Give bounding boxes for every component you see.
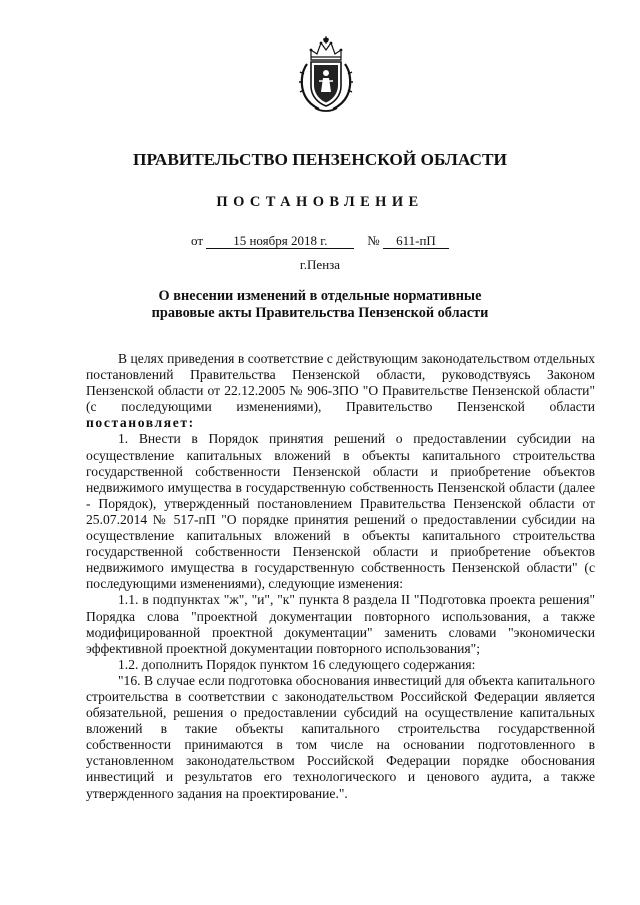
document-body: [86, 351, 595, 802]
item-1-2-paragraph: 1.2. дополнить Порядок пунктом 16 следующего содержания:: [118, 656, 476, 672]
document-type-title: ПОСТАНОВЛЕНИЕ: [216, 194, 424, 210]
date-prefix: от: [191, 233, 204, 248]
item-1-1-paragraph: 1.1. в подпунктах "ж", "и", "к" пункта 8 раздела II "Подготовка проекта решения" Порядка слова "проектной документации повторного использования, а также модифицированной проектной документации" заменить словами "экономически эффективной проектной документации повторного использования";: [86, 592, 595, 656]
coat-of-arms-emblem: [297, 34, 355, 114]
document-number: 611-пП: [383, 233, 449, 249]
intro-paragraph: [86, 351, 595, 431]
date-number-line: [0, 233, 640, 249]
document-date: 15 ноября 2018 г.: [206, 233, 354, 249]
coat-of-arms-icon: [297, 34, 355, 114]
resolves-keyword: постановляет:: [86, 415, 195, 431]
item-16-paragraph: "16. В случае если подготовка обоснования инвестиций для объекта капитального строительства в соответствии с законодательством Российской Федерации является обязательной, решения о предоставлении субсидий на осуществление капитальных вложений в такие объекты капитального строительства государственной собственности принимаются в том числе на основании подготовленного в установленном законодательством Российской Федерации порядке обоснования инвестиций и результатов его технологического и ценового аудита, а также утвержденного задания на проектирование.".: [86, 672, 595, 801]
item-1-paragraph: 1. Внести в Порядок принятия решений о предоставлении субсидии на осуществление капитальных вложений в объекты капитального строительства государственной собственности Пензенской области и приобретение объектов недвижимого имущества в государственную собственность Пензенской области (далее - Порядок), утвержденный постановлением Правительства Пензенской области от 25.07.2014 № 517-пП "О порядке принятия решений о предоставлении субсидии на осуществление капитальных вложений в объекты капитального строительства государственной собственности Пензенской области и приобретение объектов недвижимого имущества в государственную собственность Пензенской области" (с последующими изменениями), следующие изменения:: [86, 431, 595, 592]
city-label: г.Пенза: [299, 257, 341, 272]
intro-text: В целях приведения в соответствие с действующим законодательством отдельных постановлений Правительства Пензенской области, руководствуясь Законом Пензенской области от 22.12.2005 № 906-ЗПО "О Правительстве Пензенской области" (с последующими изменениями), Правительство Пензенской области: [86, 351, 595, 415]
number-prefix: №: [367, 233, 380, 248]
government-title: ПРАВИТЕЛЬСТВО ПЕНЗЕНСКОЙ ОБЛАСТИ: [133, 150, 507, 169]
subject-line-2: правовые акты Правительства Пензенской области: [151, 305, 489, 321]
document-subject: [0, 288, 640, 322]
subject-line-1: О внесении изменений в отдельные нормативные: [158, 288, 482, 304]
